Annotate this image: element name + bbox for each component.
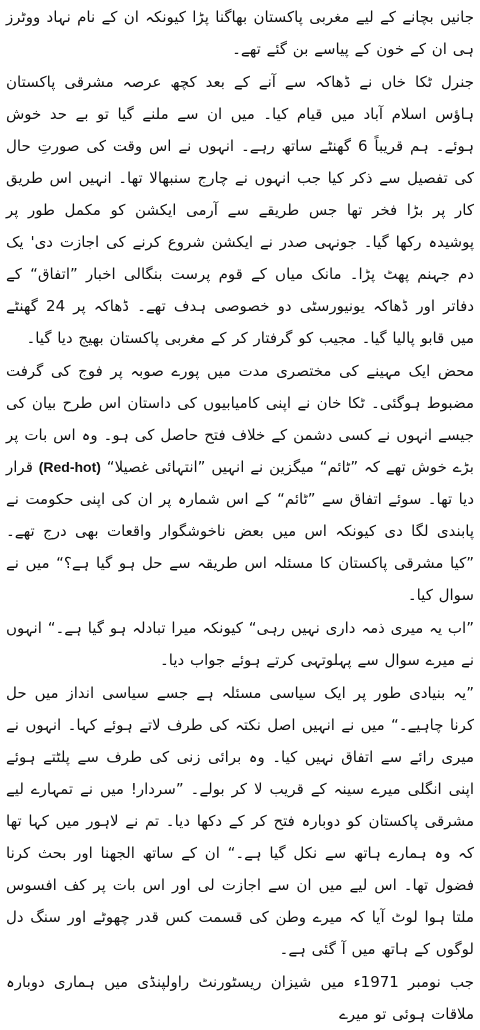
paragraph-4: ”اب یہ میری ذمہ داری نہیں رہی“ کیونکہ میرا تبادلہ ہو گیا ہے۔“ انہوں نے میرے سوال سے پہلوتہی کرتے ہوئے جواب دیا۔ [6, 619, 474, 669]
paragraph-6: جب نومبر 1971ء میں شیزان ریسٹورنٹ راولپنڈی میں ہماری دوبارہ ملاقات ہوئی تو میرے [6, 973, 474, 1023]
paragraph-3 [6, 355, 474, 611]
paragraph-3-text-after: قرار دیا تھا۔ سوئے اتفاق سے ”ٹائم“ کے اس شمارہ پر ان کی اپنی حکومت نے پابندی لگا دی کیونکہ اس میں بعض ناخوشگوار واقعات بھی درج تھے۔ ”کیا مشرقی پاکستان کا مسئلہ اس طریقہ سے حل ہو گیا ہے؟“ میں نے سوال کیا۔ [6, 458, 474, 604]
paragraph-2: جنرل ٹکا خاں نے ڈھاکہ سے آنے کے بعد کچھ عرصہ مشرقی پاکستان ہاؤس اسلام آباد میں قیام کیا۔ میں ان سے ملنے گیا تو بے حد خوش ہوئے۔ ہم قریباً 6 گھنٹے ساتھ رہے۔ انہوں نے اس وقت کی صورتِ حال کی تفصیل سے ذکر کیا جب انہوں نے چارج سنبھالا تھا۔ انہیں اس طریق کار پر بڑا فخر تھا جس طریقے سے آرمی ایکشن کو مکمل طور پر پوشیدہ رکھا گیا۔ جونہی صدر نے ایکشن شروع کرنے کی اجازت دی' یک دم جہنم پھٹ پڑا۔ مانک میاں کے قوم پرست بنگالی اخبار ”اتفاق“ کے دفاتر اور ڈھاکہ یونیورسٹی دو خصوصی ہدف تھے۔ ڈھاکہ پر 24 گھنٹے میں قابو پالیا گیا۔ مجیب کو گرفتار کر کے مغربی پاکستان بھیج دیا گیا۔ [6, 73, 475, 347]
english-term: (Red-hot) [38, 459, 101, 475]
paragraph-3-text-before: محض ایک مہینے کی مختصری مدت میں پورے صوبہ پر فوج کی گرفت مضبوط ہوگئی۔ ٹکا خان نے اپنی کامیابیوں کی داستان اس طرح بیان کی جیسے انہوں نے کسی دشمن کے خلاف فتح حاصل کی ہو۔ وہ اس بات پر بڑے خوش تھے کہ ”ٹائم“ میگزین نے انہیں ”انتہائی غصیلا“ [6, 362, 474, 476]
paragraph-5: ”یہ بنیادی طور پر ایک سیاسی مسئلہ ہے جسے سیاسی انداز میں حل کرنا چاہیے۔“ میں نے انہیں اصل نکتہ کی طرف لاتے ہوئے کہا۔ انہوں نے میری رائے سے اتفاق نہیں کیا۔ وہ برائی زنی کی طرف سے پلٹتے ہوئے اپنی انگلی میرے سینہ کے قریب لا کر بولے۔ ”سردار! میں نے تمہارے لیے مشرقی پاکستان کو دوبارہ فتح کر کے دکھا دیا۔ تم نے لاہور میں کہا تھا کہ وہ ہمارے ہاتھ سے نکل گیا ہے۔“ ان کے ساتھ الجھنا اور بحث کرنا فضول تھا۔ اس لیے میں ان سے اجازت لی اور اس بات پر کف افسوس ملتا ہوا لوٹ آیا کہ میرے وطن کی قسمت کس قدر چھوٹے اور سنگ دل لوگوں کے ہاتھ میں آ گئی ہے۔ [6, 684, 474, 958]
paragraph-1: جانیں بچانے کے لیے مغربی پاکستان بھاگنا پڑا کیونکہ ان کے نام نہاد ووٹرز ہی ان کے خون کے پیاسے بن گئے تھے۔ [6, 8, 474, 58]
